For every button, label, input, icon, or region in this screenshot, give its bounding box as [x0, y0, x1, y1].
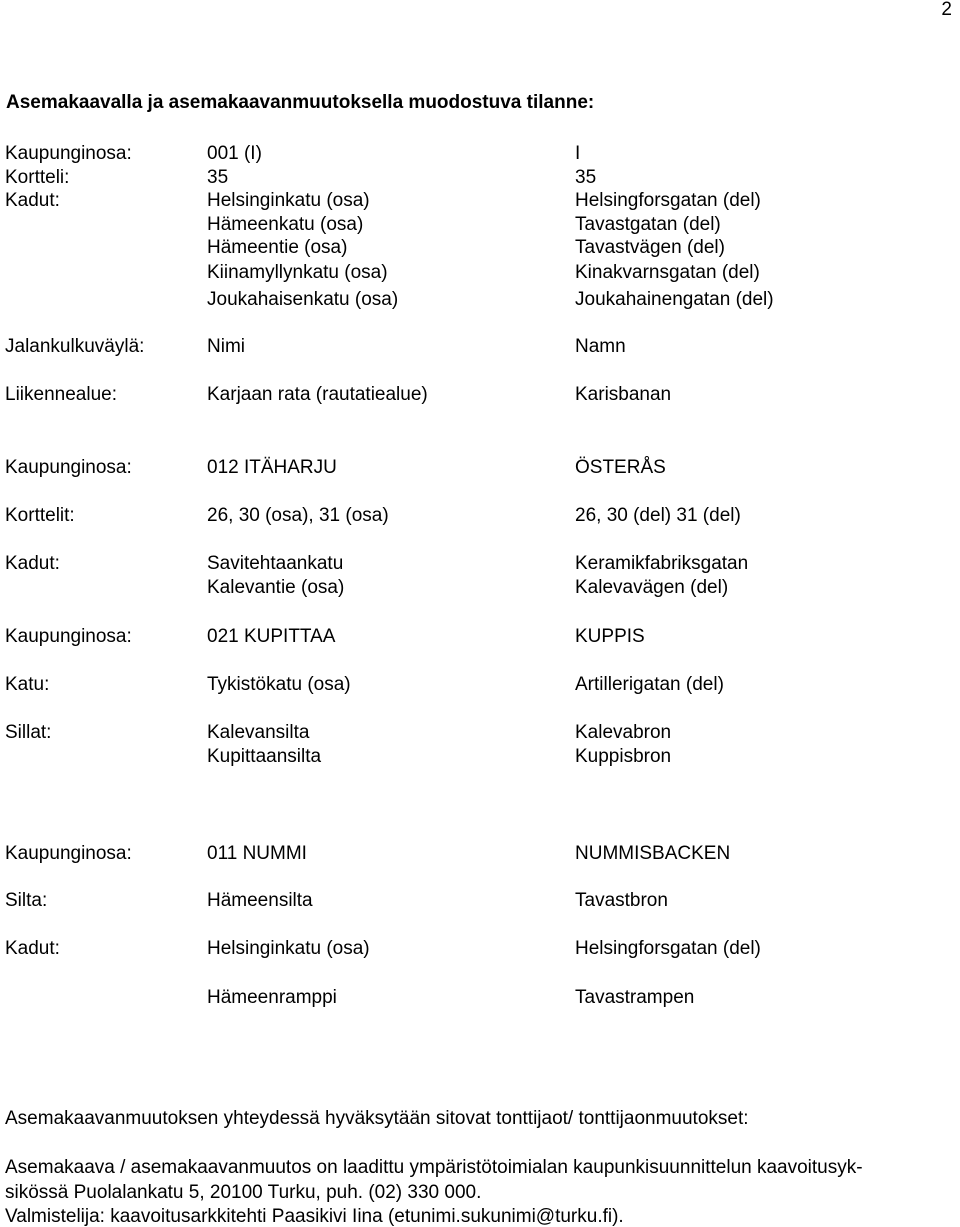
row-label: Korttelit:	[5, 505, 75, 526]
finnish-name: Nimi	[207, 336, 245, 357]
row-label: Kadut:	[5, 190, 60, 211]
swedish-name: I	[575, 143, 581, 164]
swedish-name: ÖSTERÅS	[575, 457, 666, 478]
finnish-name: 001 (I)	[207, 143, 262, 164]
finnish-name: 012 ITÄHARJU	[207, 457, 337, 478]
row-label: Liikennealue:	[5, 384, 117, 405]
finnish-name: 011 NUMMI	[207, 843, 307, 864]
prepared-by-line-1: Asemakaava / asemakaavanmuutos on laadittu ympäristötoimialan kaupunkisuunnittelun kaavoitusyk-	[5, 1157, 863, 1178]
swedish-name: 35	[575, 167, 597, 188]
finnish-name: 021 KUPITTAA	[207, 626, 336, 647]
finnish-name: Savitehtaankatu	[207, 553, 344, 574]
row-label: Sillat:	[5, 722, 52, 743]
swedish-name: Karisbanan	[575, 384, 672, 405]
swedish-name: Tavastvägen (del)	[575, 237, 725, 258]
finnish-name: Hämeenkatu (osa)	[207, 214, 364, 235]
finnish-name: Kalevansilta	[207, 722, 310, 743]
swedish-name: NUMMISBACKEN	[575, 843, 731, 864]
swedish-name: Helsingforsgatan (del)	[575, 938, 761, 959]
swedish-name: Tavastbron	[575, 890, 668, 911]
row-label: Silta:	[5, 890, 48, 911]
finnish-name: Helsinginkatu (osa)	[207, 938, 370, 959]
row-label: Kaupunginosa:	[5, 626, 132, 647]
swedish-name: Keramikfabriksgatan	[575, 553, 749, 574]
row-label: Kadut:	[5, 553, 60, 574]
finnish-name: Hämeenramppi	[207, 987, 337, 1008]
swedish-name: Kalevavägen (del)	[575, 577, 729, 598]
finnish-name: Karjaan rata (rautatiealue)	[207, 384, 428, 405]
page-number: 2	[941, 0, 952, 20]
swedish-name: Helsingforsgatan (del)	[575, 190, 761, 211]
finnish-name: Hämeensilta	[207, 890, 313, 911]
preparer-contact: Valmistelija: kaavoitusarkkitehti Paasikivi Iina (etunimi.sukunimi@turku.fi).	[5, 1206, 624, 1227]
finnish-name: Kiinamyllynkatu (osa)	[207, 262, 388, 283]
finnish-name: 35	[207, 167, 229, 188]
finnish-name: Kupittaansilta	[207, 746, 322, 767]
swedish-name: 26, 30 (del) 31 (del)	[575, 505, 741, 526]
finnish-name: Tykistökatu (osa)	[207, 674, 351, 695]
row-label: Jalankulkuväylä:	[5, 336, 145, 357]
plot-division-note: Asemakaavanmuutoksen yhteydessä hyväksytään sitovat tonttijaot/ tonttijaonmuutokset:	[5, 1108, 749, 1129]
prepared-by-line-2: sikössä Puolalankatu 5, 20100 Turku, puh. (02) 330 000.	[5, 1182, 482, 1203]
row-label: Kortteli:	[5, 167, 70, 188]
swedish-name: Namn	[575, 336, 626, 357]
row-label: Kaupunginosa:	[5, 843, 132, 864]
swedish-name: KUPPIS	[575, 626, 645, 647]
finnish-name: 26, 30 (osa), 31 (osa)	[207, 505, 389, 526]
row-label: Kadut:	[5, 938, 60, 959]
swedish-name: Joukahainengatan (del)	[575, 289, 774, 310]
swedish-name: Kalevabron	[575, 722, 672, 743]
swedish-name: Kinakvarnsgatan (del)	[575, 262, 760, 283]
swedish-name: Tavastrampen	[575, 987, 695, 1008]
swedish-name: Tavastgatan (del)	[575, 214, 721, 235]
finnish-name: Joukahaisenkatu (osa)	[207, 289, 399, 310]
swedish-name: Artillerigatan (del)	[575, 674, 724, 695]
row-label: Kaupunginosa:	[5, 457, 132, 478]
section-heading: Asemakaavalla ja asemakaavanmuutoksella muodostuva tilanne:	[6, 92, 595, 113]
row-label: Katu:	[5, 674, 50, 695]
finnish-name: Hämeentie (osa)	[207, 237, 348, 258]
finnish-name: Helsinginkatu (osa)	[207, 190, 370, 211]
swedish-name: Kuppisbron	[575, 746, 672, 767]
finnish-name: Kalevantie (osa)	[207, 577, 345, 598]
row-label: Kaupunginosa:	[5, 143, 132, 164]
